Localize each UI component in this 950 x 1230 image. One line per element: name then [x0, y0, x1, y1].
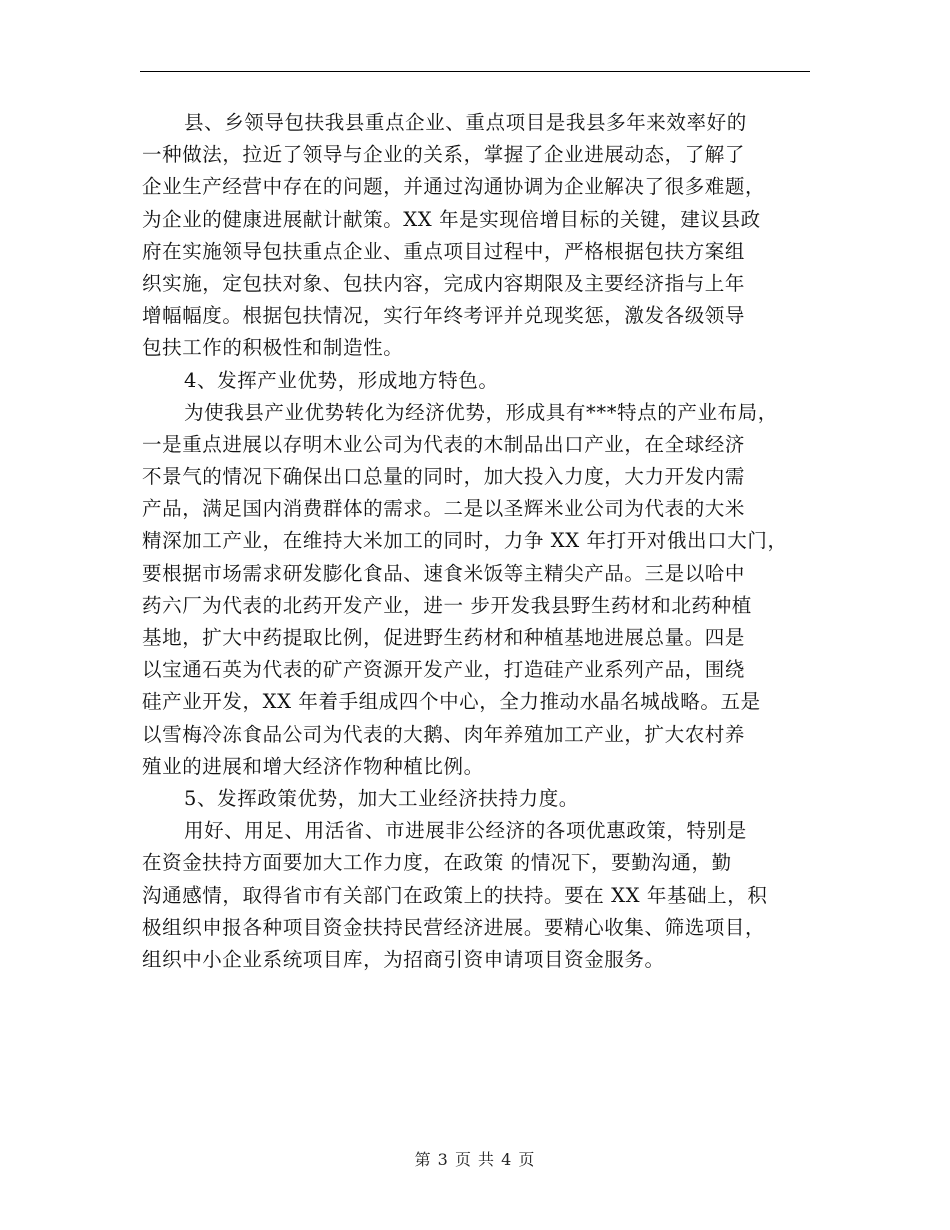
text-line: 织实施，定包扶对象、包扶内容，完成内容期限及主要经济指与上年	[142, 271, 746, 295]
text-line: 县、乡领导包扶我县重点企业、重点项目是我县多年来效率好的	[184, 111, 747, 134]
text-line: 精深加工产业，在维持大米加工的同时，力争 XX 年打开对俄出口大门，	[142, 529, 788, 553]
text-line: 一种做法，拉近了领导与企业的关系，掌握了企业进展动态，了解了	[142, 143, 746, 167]
text-line: 为企业的健康进展献计献策。XX 年是实现倍增目标的关键，建议县政	[142, 207, 761, 231]
header-rule	[140, 71, 810, 72]
text-line: 组织中小企业系统项目库，为招商引资申请项目资金服务。	[142, 947, 665, 971]
text-line: 为使我县产业优势转化为经济优势，形成具有***特点的产业布局，	[184, 400, 778, 424]
text-line: 硅产业开发，XX 年着手组成四个中心，全力推动水晶名城战略。五是	[142, 690, 761, 714]
text-line: 沟通感情，取得省市有关部门在政策上的扶持。要在 XX 年基础上，积	[142, 883, 768, 907]
text-line: 产品，满足国内消费群体的需求。二是以圣辉米业公司为代表的大米	[142, 497, 746, 521]
page-number: 第 3 页 共 4 页	[414, 1150, 536, 1169]
text-line: 一是重点进展以存明木业公司为代表的木制品出口产业，在全球经济	[142, 432, 746, 456]
text-line: 以宝通石英为代表的矿产资源开发产业，打造硅产业系列产品，围绕	[142, 658, 746, 682]
text-line: 4、发挥产业优势，形成地方特色。	[184, 368, 499, 392]
text-line: 5、发挥政策优势，加大工业经济扶持力度。	[184, 786, 579, 810]
text-line: 企业生产经营中存在的问题，并通过沟通协调为企业解决了很多难题，	[142, 175, 766, 199]
text-line: 在资金扶持方面要加大工作力度，在政策 的情况下，要勤沟通，勤	[142, 851, 732, 875]
text-line: 不景气的情况下确保出口总量的同时，加大投入力度，大力开发内需	[142, 465, 746, 489]
text-line: 殖业的进展和增大经济作物种植比例。	[142, 754, 484, 778]
text-line: 包扶工作的积极性和制造性。	[142, 336, 404, 360]
text-line: 用好、用足、用活省、市进展非公经济的各项优惠政策，特别是	[184, 819, 747, 843]
text-line: 极组织申报各种项目资金扶持民营经济进展。要精心收集、筛选项目，	[142, 915, 766, 939]
text-line: 府在实施领导包扶重点企业、重点项目过程中，严格根据包扶方案组	[142, 239, 746, 263]
text-line: 以雪梅冷冻食品公司为代表的大鹅、肉年养殖加工产业，扩大农村养	[142, 722, 746, 746]
text-line: 药六厂为代表的北药开发产业，进一 步开发我县野生药材和北药种植	[142, 593, 752, 617]
text-line: 基地，扩大中药提取比例，促进野生药材和种植基地进展总量。四是	[142, 626, 746, 649]
text-line: 要根据市场需求研发膨化食品、速食米饭等主精尖产品。三是以哈中	[142, 561, 746, 585]
document-body	[142, 107, 842, 976]
text-line: 增幅幅度。根据包扶情况，实行年终考评并兑现奖惩，激发各级领导	[142, 304, 746, 328]
